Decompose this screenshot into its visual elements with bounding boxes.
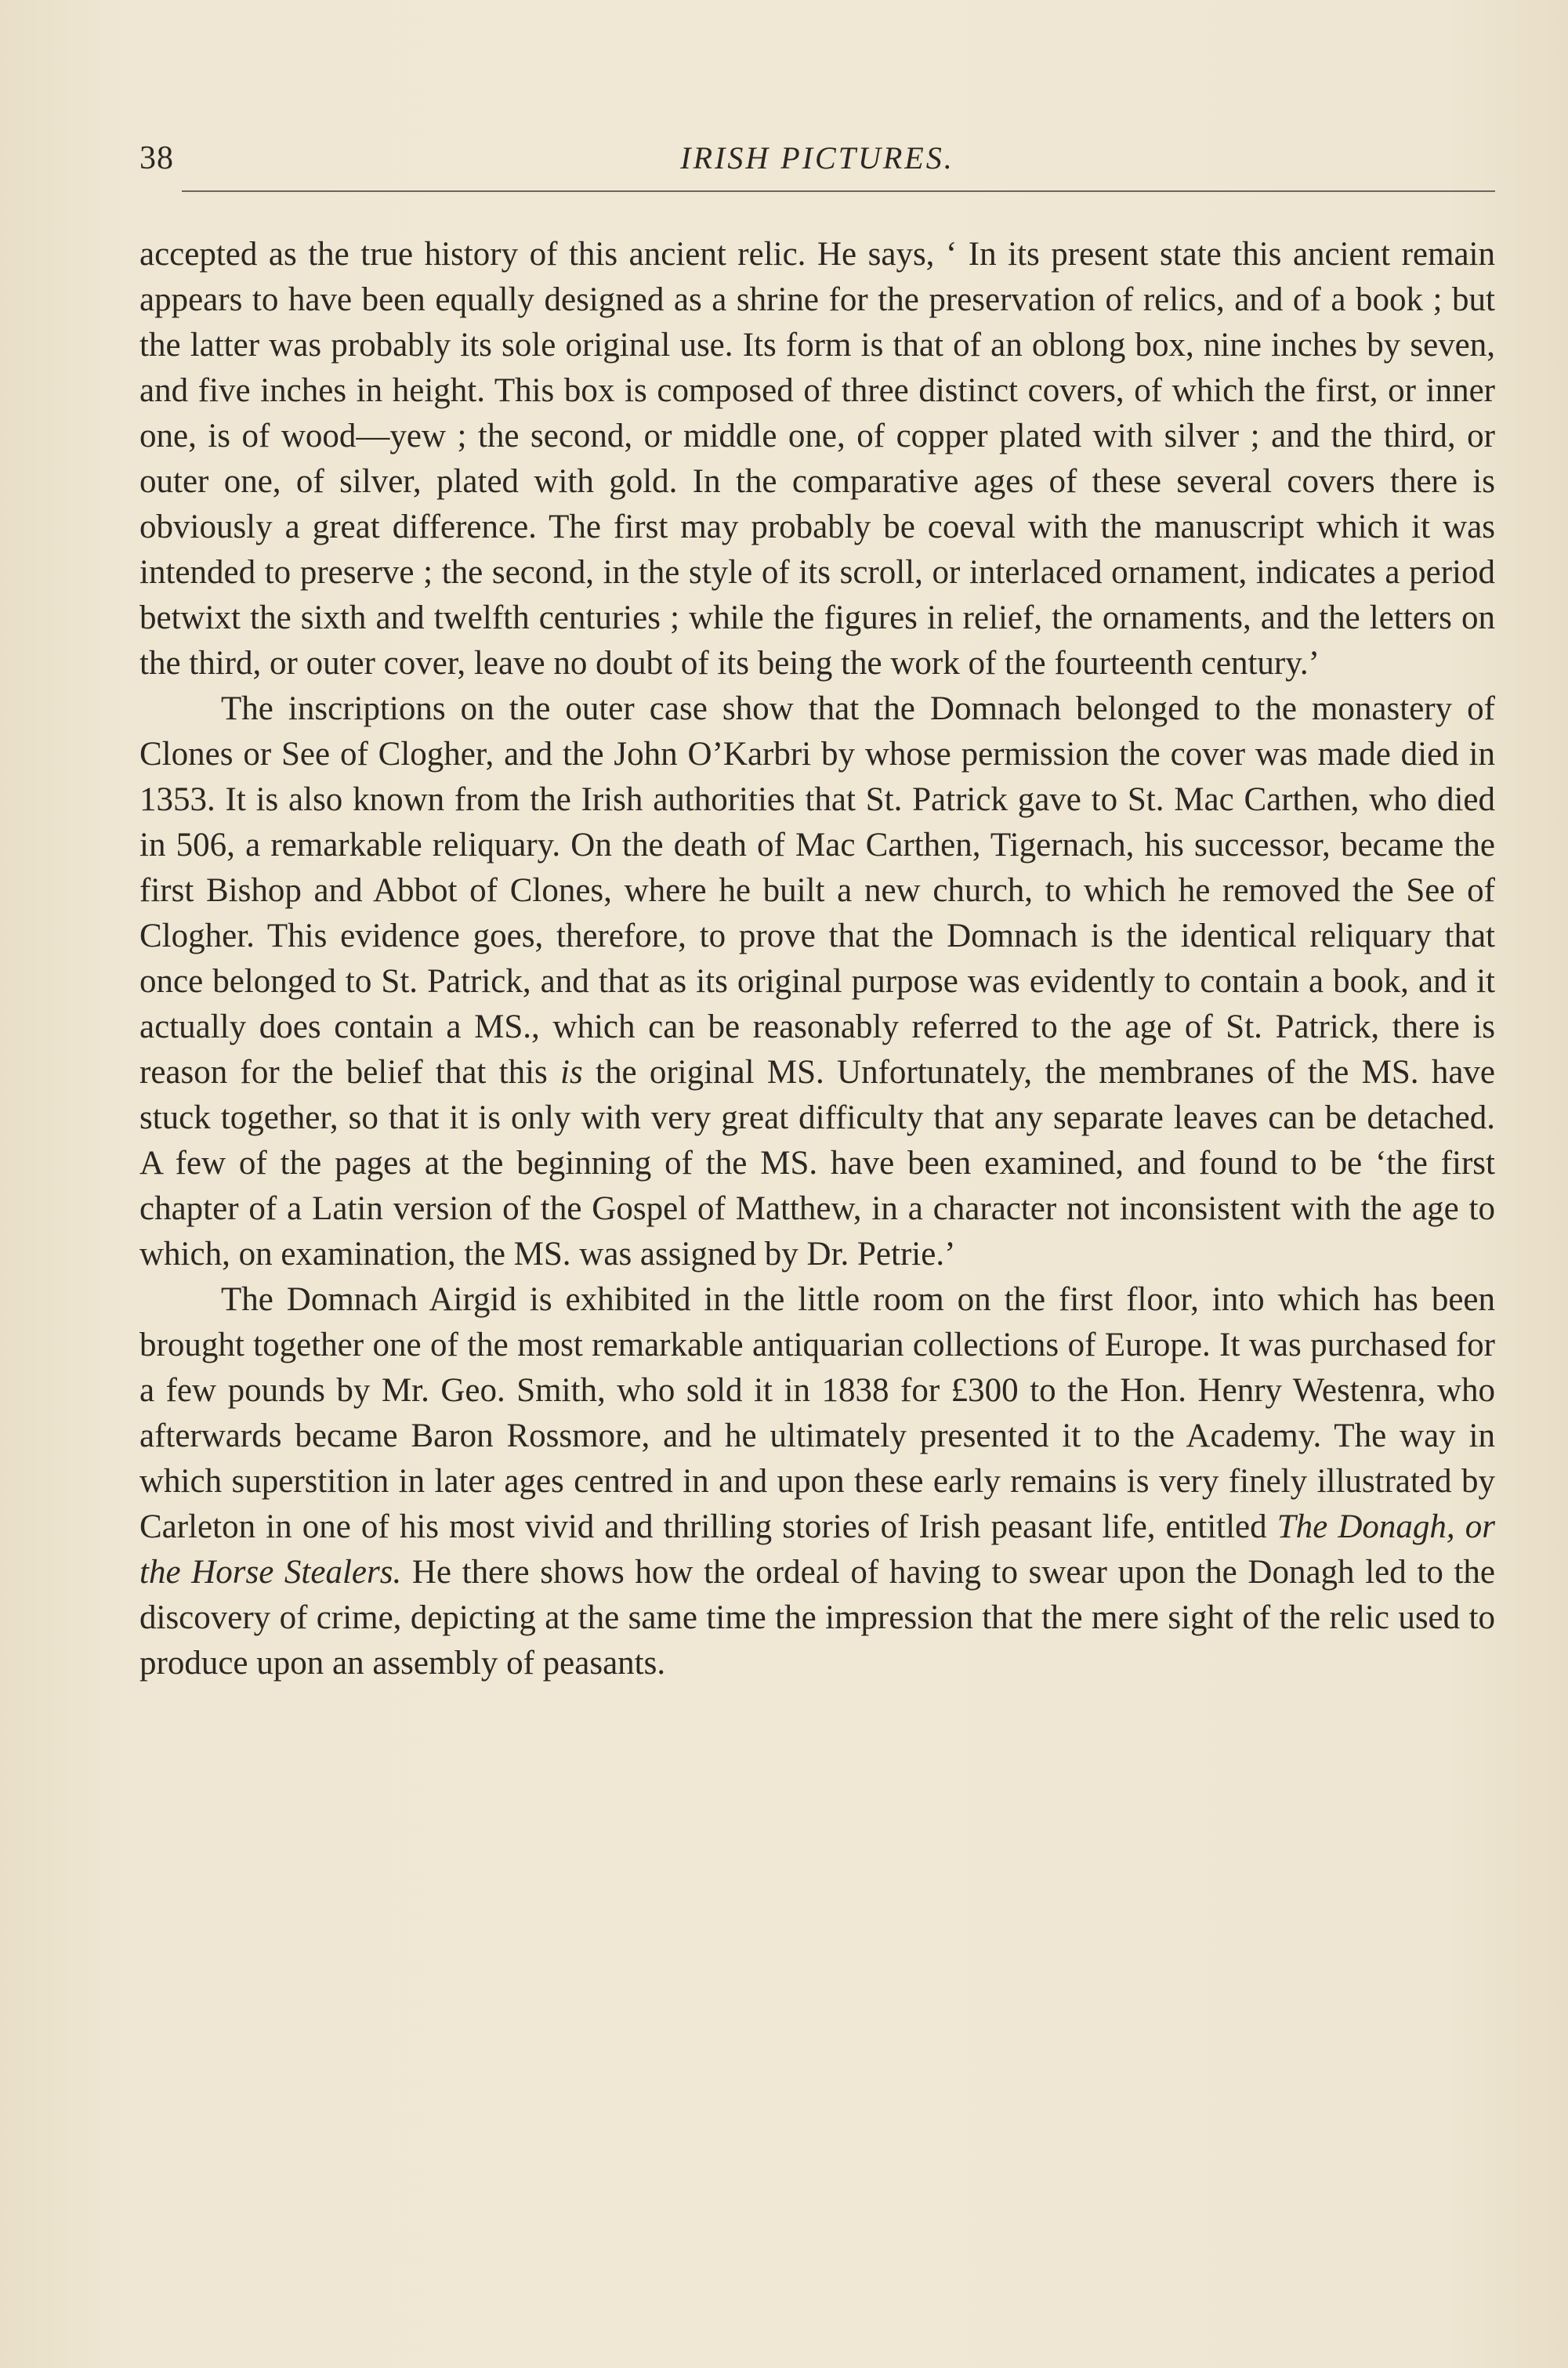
paragraph-2-text-b: the original MS. Unfortunately, the membranes of the MS. have stuck together, so that it is only with very great difficulty that any separate leaves can be detached. A few of the pages at the beginning of the MS. have been examined, and found to be ‘the first chapter of a Latin version of the Gospel of Matthew, in a character not inconsistent with the age to which, on examination, the MS. was assigned by Dr. Petrie.’: [139, 1054, 1495, 1273]
paragraph-2: [139, 686, 1495, 1277]
paragraph-1: accepted as the true history of this ancient relic. He says, ‘ In its present state this ancient remain appears to have been equally designed as a shrine for the preservation of relics, and of a book ; but the latter was probably its sole original use. Its form is that of an oblong box, nine inches by seven, and five inches in height. This box is composed of three distinct covers, of which the first, or inner one, is of wood—yew ; the second, or middle one, of copper plated with silver ; and the third, or outer one, of silver, plated with gold. In the comparative ages of these several covers there is obviously a great difference. The first may probably be coeval with the manuscript which it was intended to preserve ; the second, in the style of its scroll, or interlaced ornament, indicates a period betwixt the sixth and twelfth centuries ; while the figures in relief, the ornaments, and the letters on the third, or outer cover, leave no doubt of its being the work of the fourteenth century.’: [139, 236, 1495, 682]
paragraph-3-text-b: He there shows how the ordeal of having to swear upon the Donagh led to the discovery of crime, depicting at the same time the impression that the mere sight of the relic used to produce upon an assembly of peasants.: [139, 1554, 1496, 1682]
paragraph-2-text-a: The inscriptions on the outer case show that the Domnach belonged to the monastery of Clones or See of Clogher, and the John O’Karbri by whose permission the cover was made died in 1353. It is also known from the Irish authorities that St. Patrick gave to St. Mac Carthen, who died in 506, a remarkable reliquary. On the death of Mac Carthen, Tigernach, his successor, became the first Bishop and Abbot of Clones, where he built a new church, to which he removed the See of Clogher. This evidence goes, therefore, to prove that the Domnach is the identical reliquary that once belonged to St. Patrick, and that as its original purpose was evidently to contain a book, and it actually does contain a MS., which can be reasonably referred to the age of St. Patrick, there is reason for the belief that this: [139, 690, 1495, 1091]
running-title: IRISH PICTURES.: [680, 140, 954, 176]
running-head: [139, 139, 1495, 186]
paragraph-3-text-a: The Domnach Airgid is exhibited in the little room on the first floor, into which has been brought together one of the most remarkable antiquarian collections of Europe. It was purchased for a few pounds by Mr. Geo. Smith, who sold it in 1838 for £300 to the Hon. Henry Westenra, who afterwards became Baron Rossmore, and he ultimately presented it to the Academy. The way in which superstition in later ages centred in and upon these early remains is very finely illustrated by Carleton in one of his most vivid and thrilling stories of Irish peasant life, entitled: [139, 1281, 1495, 1545]
emphasis-is: is: [560, 1054, 583, 1091]
header-rule: [182, 190, 1495, 192]
page-number: 38: [139, 140, 174, 176]
paragraph-3: [139, 1277, 1495, 1686]
body-text: [139, 232, 1495, 1686]
story-title: The Donagh, or the Horse Stealers.: [139, 1508, 1495, 1591]
